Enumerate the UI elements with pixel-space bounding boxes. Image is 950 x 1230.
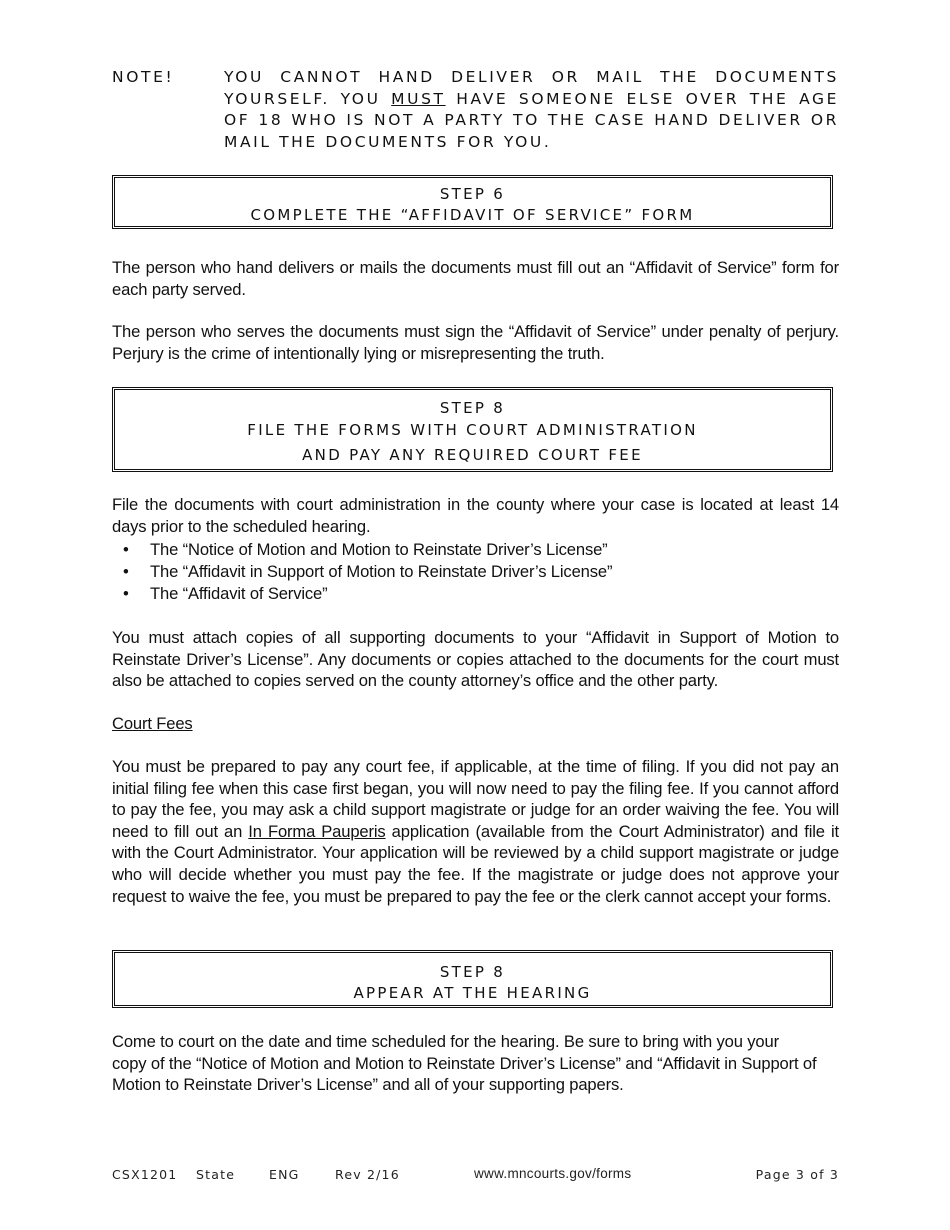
footer-form-id: CSX1201 [112,1167,178,1182]
list-item [112,539,839,561]
attach-documents-paragraph: You must attach copies of all supporting documents to your “Affidavit in Support of Motion to Reinstate Driver’s License”. Any documents or copies attached to the documents for the court must also be attached to copies served on the county attorney’s office and the other party. [112,628,839,691]
note-text-part1: YOU CANNOT HAND DELIVER OR MAIL THE DOCUMENTS YOURSELF. YOU [224,68,839,108]
note-must-emphasis: MUST [391,89,446,108]
bullet-icon: • [123,562,129,581]
step8-appear-title: APPEAR AT THE HEARING [353,983,592,1002]
footer-page-number: Page 3 of 3 [755,1167,839,1182]
step8-appear-header-box [112,950,833,1008]
footer-language: ENG [269,1167,300,1182]
court-fees-heading-text: Court Fees [112,714,193,733]
court-fees-text-part2: application (available from the Court Administrator) and file it with the Court Administrator. Your application will be reviewed by a child support magistrate or judge who will decide whether you must pay the fee. If the magistrate or judge does not approve your request to waive the fee, you must be prepared to pay the fee or the clerk cannot accept your forms. [112,821,839,906]
step6-number: STEP 6 [439,185,506,203]
step8-file-header-box [112,387,833,472]
court-fees-paragraph [112,756,839,907]
bullet-icon: • [123,540,129,559]
step6-title: COMPLETE THE “AFFIDAVIT OF SERVICE” FORM [250,205,695,224]
footer-revision: Rev 2/16 [335,1167,400,1182]
footer-url-link[interactable]: www.mncourts.gov/forms [474,1166,632,1181]
note-text-part2: HAVE SOMEONE ELSE OVER THE AGE OF 18 WHO IS NOT A PARTY TO THE CASE HAND DELIVER OR MAIL THE DOCUMENTS FOR YOU. [224,89,839,151]
list-item-text: The “Affidavit in Support of Motion to Reinstate Driver’s License” [150,562,613,581]
step6-header-box [112,175,833,229]
court-fees-text-part1: You must be prepared to pay any court fee, if applicable, at the time of filing. If you did not pay an initial filing fee when this case first began, you will now need to pay the filing fee. If you cannot afford to pay the fee, you may ask a child support magistrate or judge for an order waiving the fee. You will need to fill out an [112,757,839,841]
step8-file-title-line2: AND PAY ANY REQUIRED COURT FEE [302,446,643,464]
step8-file-title-line1: FILE THE FORMS WITH COURT ADMINISTRATION [247,421,698,439]
court-fees-heading [112,713,839,735]
footer-state: State [196,1167,236,1182]
in-forma-pauperis-term: In Forma Pauperis [248,821,386,841]
step6-paragraph-1: The person who hand delivers or mails the documents must fill out an “Affidavit of Service” form for each party served. [112,258,839,299]
step8-file-number: STEP 8 [439,399,506,417]
list-item [112,561,839,583]
appear-hearing-paragraph: Come to court on the date and time scheduled for the hearing. Be sure to bring with you your copy of the “Notice of Motion and Motion to Reinstate Driver’s License” and “Affidavit in Support of Motion to Reinstate Driver’s License” and all of your supporting papers. [112,1032,817,1095]
step8-appear-number: STEP 8 [439,963,506,981]
note-label: NOTE! [112,68,175,86]
list-item-text: The “Affidavit of Service” [150,584,328,603]
step6-paragraph-2: The person who serves the documents must sign the “Affidavit of Service” under penalty of perjury. Perjury is the crime of intentionally lying or misrepresenting the truth. [112,322,839,363]
note-text [224,67,839,153]
step8-file-intro: File the documents with court administration in the county where your case is located at least 14 days prior to the scheduled hearing. [112,495,839,536]
list-item-text: The “Notice of Motion and Motion to Reinstate Driver’s License” [150,540,608,559]
documents-list [112,539,839,605]
bullet-icon: • [123,584,129,603]
list-item [112,583,839,605]
